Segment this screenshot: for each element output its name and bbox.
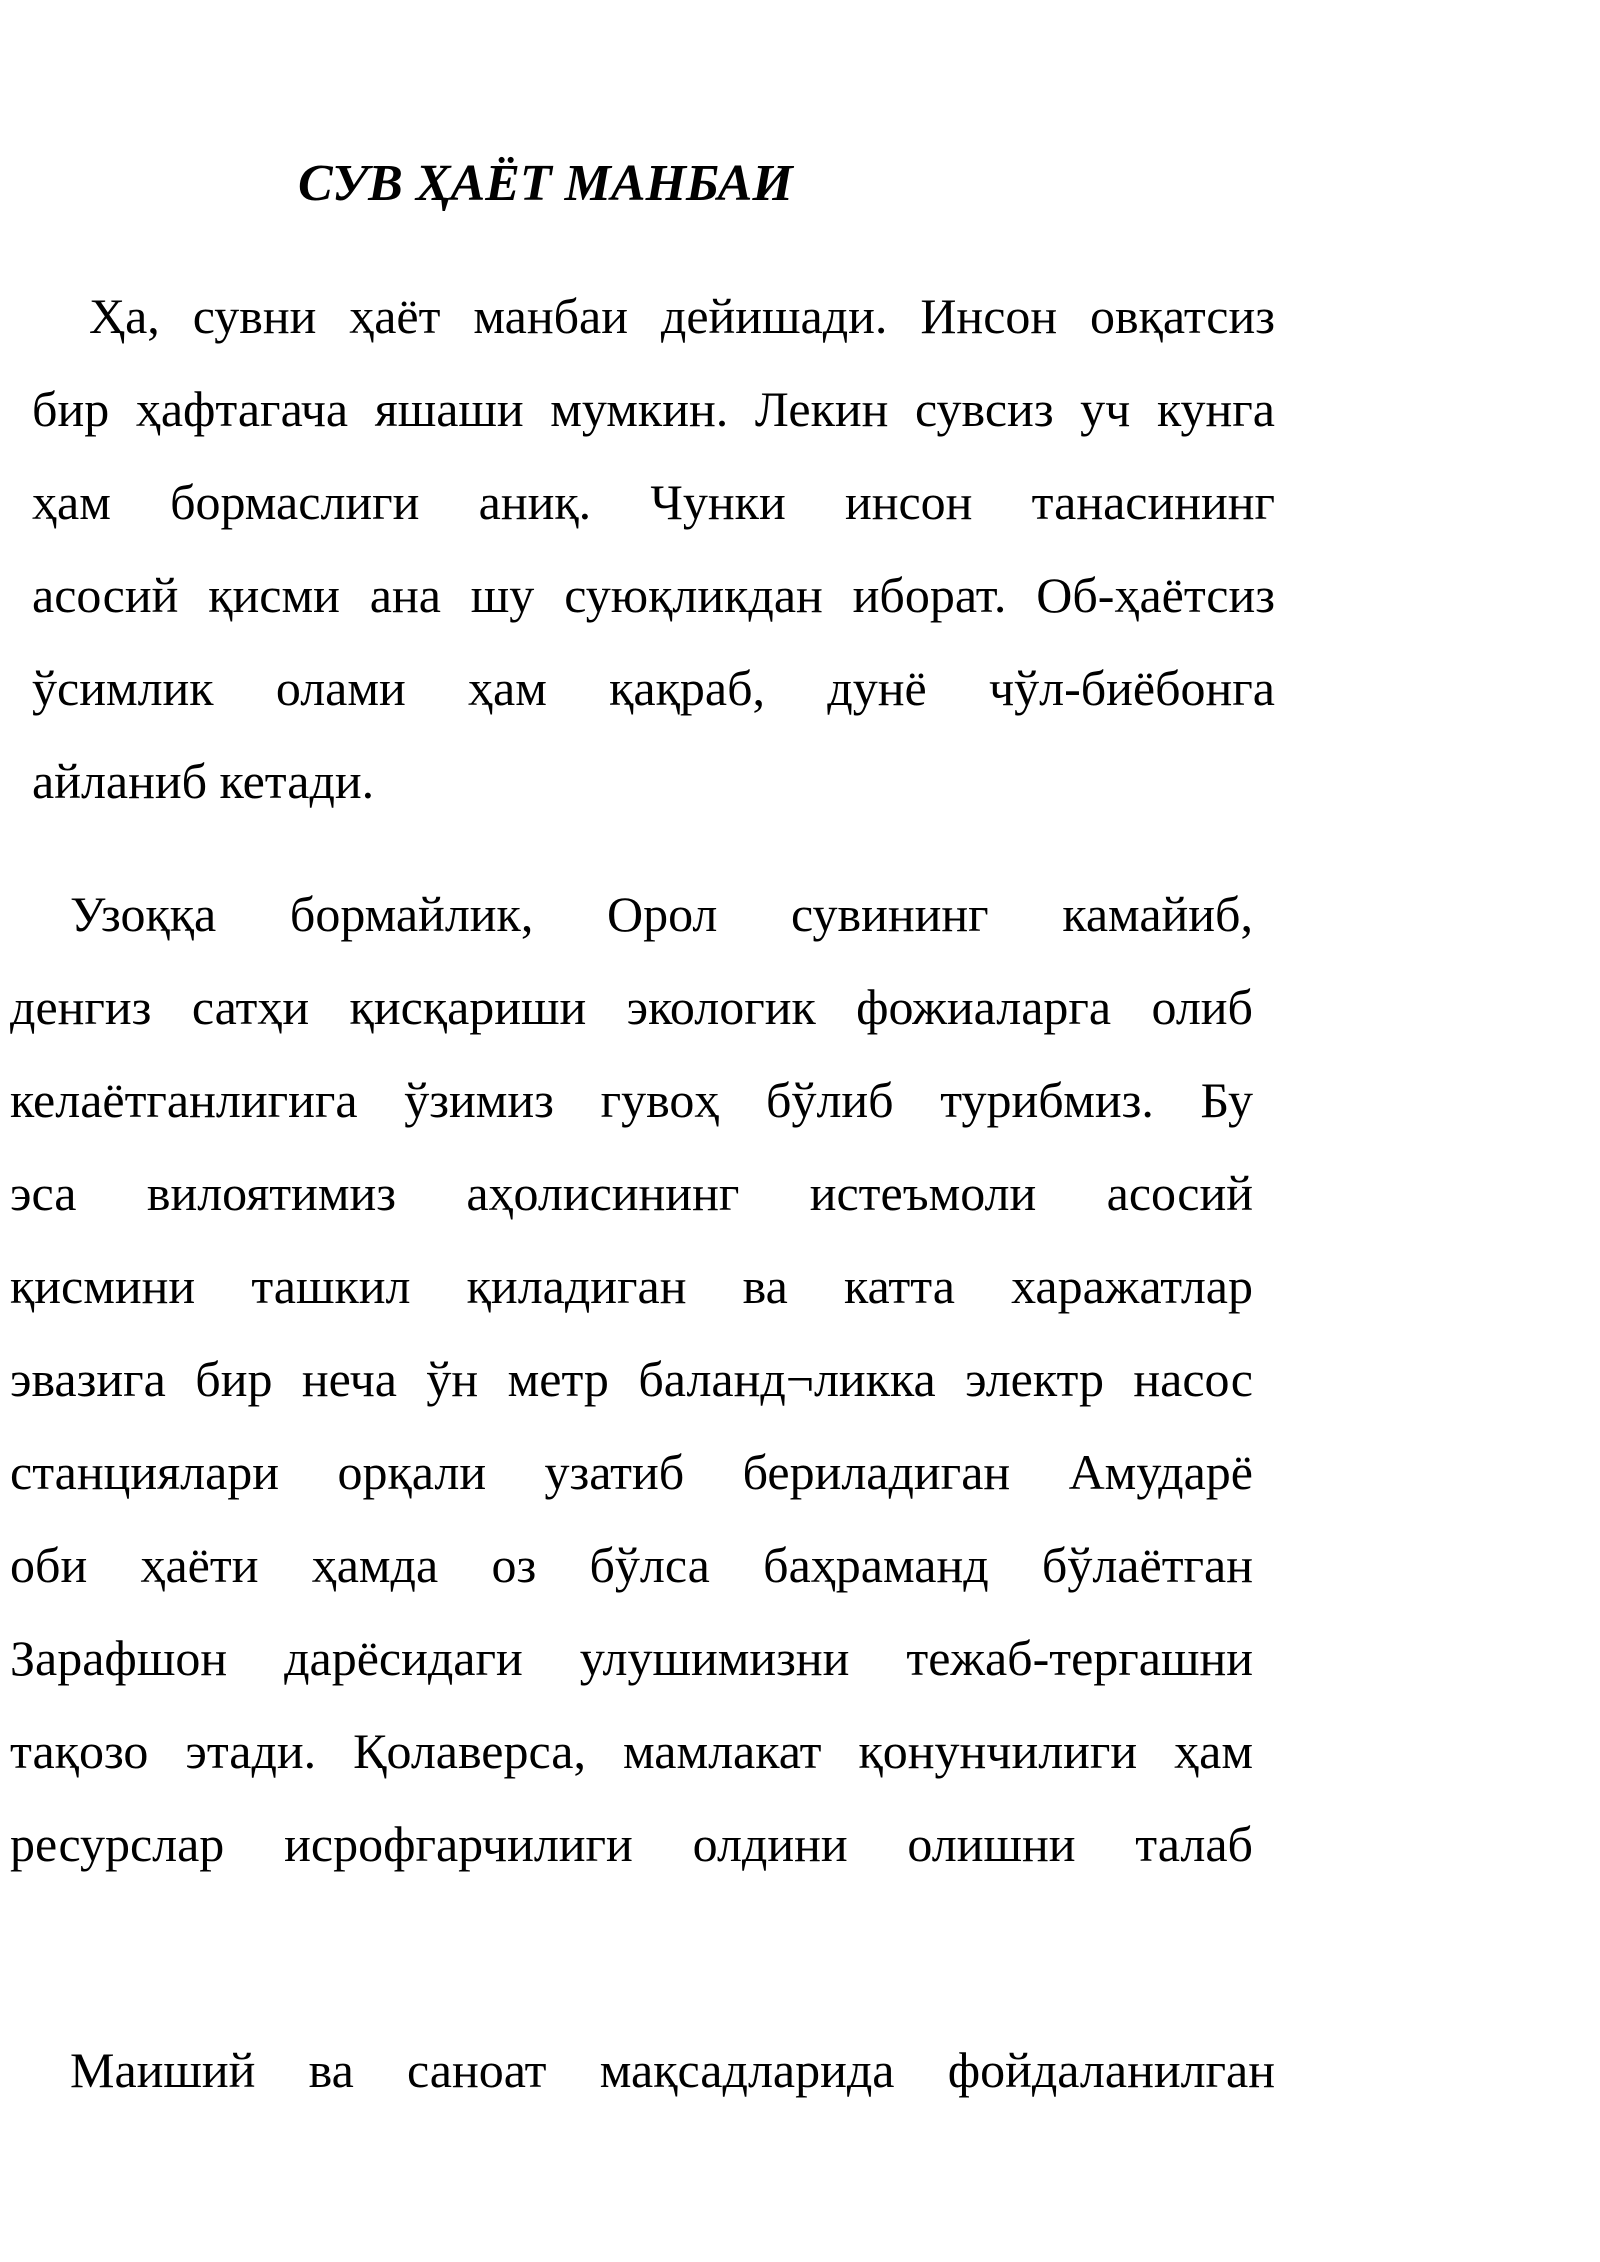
text-line: Узоққа бормайлик, Орол сувининг камайиб, xyxy=(70,886,1253,942)
text-line: эса вилоятимиз аҳолисининг истеъмоли асосий xyxy=(10,1165,1253,1221)
text-line: эвазига бир неча ўн метр баланд¬ликка электр насос xyxy=(10,1351,1253,1407)
text-line: Маиший ва саноат мақсадларида фойдаланилган xyxy=(70,2042,1275,2098)
paragraph-2 xyxy=(10,868,1253,1891)
document-title: СУВ ҲАЁТ МАНБАИ xyxy=(298,155,793,212)
paragraph-1 xyxy=(32,270,1275,828)
text-line: денгиз сатҳи қисқариши экологик фожиаларга олиб xyxy=(10,979,1253,1035)
paragraph-3 xyxy=(70,2024,1275,2117)
text-line: оби ҳаёти ҳамда оз бўлса баҳраманд бўлаётган xyxy=(10,1537,1253,1593)
text-line: ҳам бормаслиги аниқ. Чунки инсон танасининг xyxy=(32,474,1275,530)
text-line: ўсимлик олами ҳам қақраб, дунё чўл-биёбонга xyxy=(32,660,1275,716)
text-line: келаётганлигига ўзимиз гувоҳ бўлиб турибмиз. Бу xyxy=(10,1072,1253,1128)
text-line: ресурслар исрофгарчилиги олдини олишни талаб xyxy=(10,1816,1253,1872)
text-line: бир ҳафтагача яшаши мумкин. Лекин сувсиз уч кунга xyxy=(32,381,1275,437)
text-line: Зарафшон дарёсидаги улушимизни тежаб-тергашни xyxy=(10,1630,1253,1686)
text-line: айланиб кетади. xyxy=(32,753,375,809)
text-line: тақозо этади. Қолаверса, мамлакат қонунчилиги ҳам xyxy=(10,1723,1253,1779)
text-line: асосий қисми ана шу суюқликдан иборат. Об-ҳаётсиз xyxy=(32,567,1275,623)
text-line: қисмини ташкил қиладиган ва катта харажатлар xyxy=(10,1258,1253,1314)
text-line: Ҳа, сувни ҳаёт манбаи дейишади. Инсон овқатсиз xyxy=(89,288,1275,344)
text-line: станциялари орқали узатиб бериладиган Амударё xyxy=(10,1444,1253,1500)
